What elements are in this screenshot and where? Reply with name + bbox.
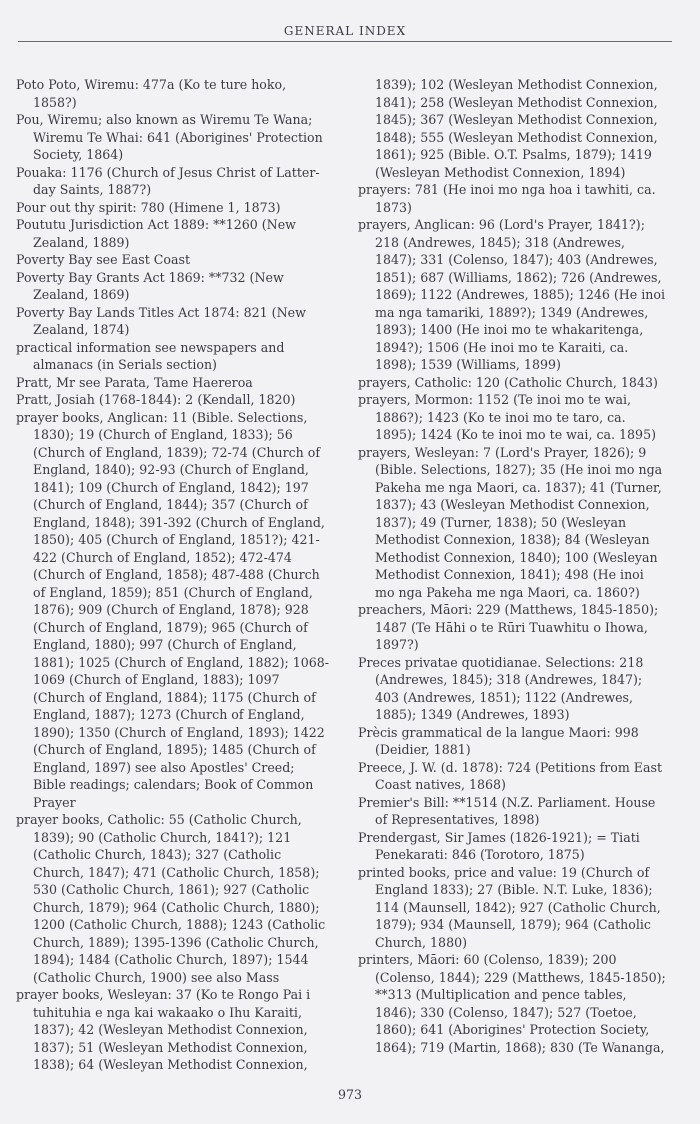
index-entry: Poverty Bay Lands Titles Act 1874: 821 (New Zealand, 1874): [16, 304, 306, 337]
index-entry: Prècis grammatical de la langue Maori: 998 (Deidier, 1881): [358, 724, 639, 757]
index-entry: Poverty Bay Grants Act 1869: **732 (New Zealand, 1869): [16, 269, 284, 302]
index-entry: Pratt, Mr see Parata, Tame Haereroa: [16, 374, 253, 390]
index-entry: Poto Poto, Wiremu: 477a (Ko te ture hoko, 1858?): [16, 77, 287, 110]
index-entry: prayers, Anglican: 96 (Lord's Prayer, 1841?); 218 (Andrewes, 1845); 318 (Andrewes, 1847); 331 (Colenso, 1847); 403 (Andrewes, 1851); 687 (Williams, 1862); 726 (Andrewes, 1869); 1122 (Andrewes, 1885); 1246 (He inoi ma nga tamariki, 1889?); 1349 (Andrewes, 1893); 1400 (He inoi mo te whakaritenga, 1894?); 1506 (He inoi mo te Karaiti, ca. 1898); 1539 (Williams, 1899): [358, 217, 665, 372]
index-entry: prayer books, Anglican: 11 (Bible. Selections, 1830); 19 (Church of England, 1833); 56 (Church of England, 1839); 72-74 (Church of England, 1840); 92-93 (Church of England, 1841); 109 (Church of England, 1842); 197 (Church of England, 1844); 357 (Church of England, 1848); 391-392 (Church of England, 1850); 405 (Church of England, 1851?); 421-422 (Church of England, 1852); 472-474 (Church of England, 1858); 487-488 (Church of England, 1859); 851 (Church of England, 1876); 909 (Church of England, 1878); 928 (Church of England, 1879); 965 (Church of England, 1880); 997 (Church of England, 1881); 1025 (Church of England, 1882); 1068-1069 (Church of England, 1883); 1097 (Church of England, 1884); 1175 (Church of England, 1887); 1273 (Church of England, 1890); 1350 (Church of England, 1893); 1422 (Church of England, 1895); 1485 (Church of England, 1897) see also Apostles' Creed; Bible readings; calendars; Book of Common Prayer: [16, 409, 330, 810]
index-entry: prayers, Wesleyan: 7 (Lord's Prayer, 1826); 9 (Bible. Selections, 1827); 35 (He inoi mo nga Pakeha me nga Maori, ca. 1837); 41 (Turner, 1837); 43 (Wesleyan Methodist Connexion, 1837); 49 (Turner, 1838); 50 (Wesleyan Methodist Connexion, 1838); 84 (Wesleyan Methodist Connexion, 1840); 100 (Wesleyan Methodist Connexion, 1841); 498 (He inoi mo nga Pakeha me nga Maori, ca. 1860?): [358, 444, 663, 600]
index-entry: Pour out thy spirit: 780 (Himene 1, 1873): [16, 199, 281, 215]
index-entry: Pou, Wiremu; also known as Wiremu Te Wana; Wiremu Te Whai: 641 (Aborigines' Protection Society, 1864): [16, 112, 323, 162]
index-entry: prayer books, Catholic: 55 (Catholic Church, 1839); 90 (Catholic Church, 1841?); 121 (Catholic Church, 1843); 327 (Catholic Church, 1847); 471 (Catholic Church, 1858); 530 (Catholic Church, 1861); 927 (Catholic Church, 1879); 964 (Catholic Church, 1880); 1200 (Catholic Church, 1888); 1243 (Catholic Church, 1889); 1395-1396 (Catholic Church, 1894); 1484 (Catholic Church, 1897); 1544 (Catholic Church, 1900) see also Mass: [16, 812, 326, 985]
index-entry: Poututu Jurisdiction Act 1889: **1260 (New Zealand, 1889): [16, 217, 296, 250]
index-entry: Preces privatae quotidianae. Selections: 218 (Andrewes, 1845); 318 (Andrewes, 1847); 403 (Andrewes, 1851); 1122 (Andrewes, 1885); 1349 (Andrewes, 1893): [358, 654, 644, 722]
index-entry: prayers, Catholic: 120 (Catholic Church, 1843): [358, 374, 658, 390]
index-entry: prayers, Mormon: 1152 (Te inoi mo te wai, 1886?); 1423 (Ko te inoi mo te taro, ca. 1895); 1424 (Ko te inoi mo te wai, ca. 1895): [358, 392, 656, 442]
index-entry: Premier's Bill: **1514 (N.Z. Parliament. House of Representatives, 1898): [358, 794, 656, 827]
index-entry: Poverty Bay see East Coast: [16, 252, 191, 267]
index-entry: preachers, Māori: 229 (Matthews, 1845-1850); 1487 (Te Hāhi o te Rūri Tuawhitu o Ihowa, 1897?): [358, 602, 659, 652]
header-rule: [18, 41, 672, 42]
right-column: [358, 76, 666, 1056]
index-entry: prayers: 781 (He inoi mo nga hoa i tawhiti, ca. 1873): [358, 182, 656, 215]
index-entry: prayer books, Wesleyan: 37 (Ko te Rongo Pai i tuhituhia e nga kai wakaako o Ihu Karaiti, 1837); 42 (Wesleyan Methodist Connexion, 1837); 51 (Wesleyan Methodist Connexion, 1838); 64 (Wesleyan Methodist Connexion,: [16, 987, 311, 1072]
index-entry: printers, Māori: 60 (Colenso, 1839); 200 (Colenso, 1844); 229 (Matthews, 1845-1850); **313 (Multiplication and pence tables, 1846); 330 (Colenso, 1847); 527 (Toetoe, 1860); 641 (Aborigines' Protection Society, 1864); 719 (Martin, 1868); 830 (Te Wananga,: [358, 952, 666, 1055]
index-entry: printed books, price and value: 19 (Church of England 1833); 27 (Bible. N.T. Luke, 1836); 114 (Maunsell, 1842); 927 (Catholic Church, 1879); 934 (Maunsell, 1879); 964 (Catholic Church, 1880): [358, 864, 661, 950]
index-entry: Pratt, Josiah (1768-1844): 2 (Kendall, 1820): [16, 392, 296, 407]
page-number: 973: [337, 1087, 363, 1102]
index-entry: practical information see newspapers and almanacs (in Serials section): [16, 339, 285, 372]
index-entry: Preece, J. W. (d. 1878): 724 (Petitions from East Coast natives, 1868): [358, 759, 663, 792]
index-entry: Prendergast, Sir James (1826-1921); = Tiati Penekarati: 846 (Torotoro, 1875): [358, 829, 640, 862]
left-column: [16, 76, 330, 1074]
index-entry: Pouaka: 1176 (Church of Jesus Christ of Latter-day Saints, 1887?): [16, 164, 320, 197]
running-header: GENERAL INDEX: [283, 24, 407, 38]
index-entry-continuation: 1839); 102 (Wesleyan Methodist Connexion, 1841); 258 (Wesleyan Methodist Connexion, 1845); 367 (Wesleyan Methodist Connexion, 1848); 555 (Wesleyan Methodist Connexion, 1861); 925 (Bible. O.T. Psalms, 1879); 1419 (Wesleyan Methodist Connexion, 1894): [375, 77, 658, 180]
